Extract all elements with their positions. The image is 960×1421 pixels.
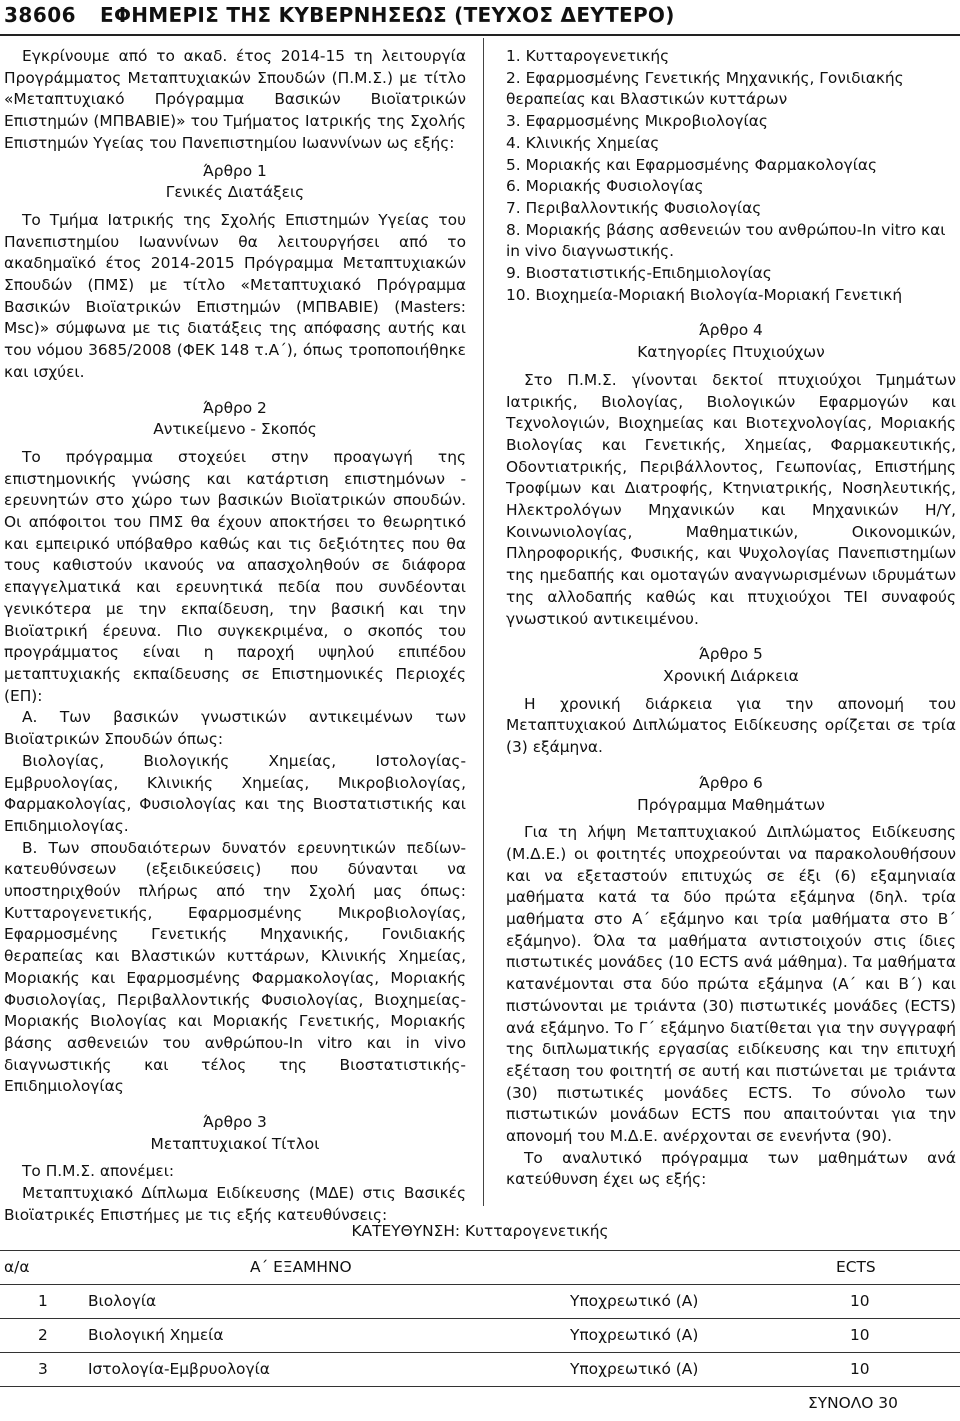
- left-column: [4, 46, 466, 1227]
- article-6-text: Για τη λήψη Μεταπτυχιακού Διπλώματος Ειδίκευσης (Μ.Δ.Ε.) οι φοιτητές υποχρεούνται να παρακολουθήσουν και να εξεταστούν επιτυχώς σε έξι (6) εξαμηνιαία μαθήματα κατά τα δύο πρώτα εξάμηνα (δηλ. τρία μαθήματα στο Α΄ εξάμηνο και τρία μαθήματα στο Β΄ εξάμηνο). Όλα τα μαθήματα αντιστοιχούν στις ίδιες πιστωτικές μονάδες (10 ECTS ανά μάθημα). Τα μαθήματα κατανέμονται στα δύο πρώτα εξάμηνα (Α΄ και Β΄) και πιστώνονται με τριάντα (30) πιστωτικές μονάδες (ECTS) ανά εξάμηνο. Το Γ΄ εξάμηνο διατίθεται για την συγγραφή της διπλωματικής εργασίας ειδίκευσης και την επιτυχή εξέταση του φοιτητή σε αυτή και πιστώνεται με τριάντα (30) πιστωτικές μονάδες ECTS. Το σύνολο των πιστωτικών μονάδων ECTS που απαιτούνται για την απονομή του Μ.Δ.Ε. ανέρχονται σε ενενήντα (90).: [506, 823, 956, 1146]
- article-3-subtitle: Μεταπτυχιακοί Τίτλοι: [150, 1134, 320, 1153]
- list-item: 6. Μοριακής Φυσιολογίας: [506, 177, 704, 196]
- list-item: 3. Εφαρμοσμένης Μικροβιολογίας: [506, 112, 768, 131]
- table-row-course: Βιολογία: [88, 1292, 157, 1310]
- column-divider: [483, 38, 484, 1206]
- article-3-title: Άρθρο 3: [203, 1113, 267, 1132]
- article-5-title: Άρθρο 5: [699, 645, 763, 664]
- list-item: 5. Μοριακής και Εφαρμοσμένης Φαρμακολογίας: [506, 155, 878, 174]
- article-4-title: Άρθρο 4: [699, 321, 763, 340]
- article-3-line-1: Το Π.Μ.Σ. απονέμει:: [22, 1162, 175, 1181]
- table-row-ects: 10: [850, 1292, 870, 1310]
- header-rule: [0, 34, 960, 36]
- table-row-ects: 10: [850, 1326, 870, 1344]
- article-2-section-a: Α. Των βασικών γνωστικών αντικειμένων των Βιοϊατρικών Σπουδών όπως:: [4, 708, 466, 749]
- list-item: 4. Κλινικής Χημείας: [506, 133, 660, 152]
- list-item: 8. Μοριακής βάσης ασθενειών του ανθρώπου-In vitro και in vivo διαγνωστικής.: [506, 220, 946, 261]
- article-2-subtitle: Αντικείμενο - Σκοπός: [153, 420, 317, 439]
- list-item: 10. Βιοχημεία-Μοριακή Βιολογία-Μοριακή Γενετική: [506, 285, 903, 304]
- gazette-title: ΕΦΗΜΕΡΙΣ ΤΗΣ ΚΥΒΕΡΝΗΣΕΩΣ (ΤΕΥΧΟΣ ΔΕΥΤΕΡΟ): [100, 3, 675, 27]
- table-row-course: Βιολογική Χημεία: [88, 1326, 224, 1344]
- list-item: 7. Περιβαλλοντικής Φυσιολογίας: [506, 198, 762, 217]
- column-header-aa: α/α: [4, 1258, 30, 1276]
- column-header-semester: Α΄ ΕΞΑΜΗΝΟ: [250, 1258, 352, 1276]
- article-5-text: Η χρονική διάρκεια για την απονομή του Μεταπτυχιακού Διπλώματος Ειδίκευσης ορίζεται σε τρία (3) εξάμηνα.: [506, 694, 956, 757]
- table-rule: [0, 1352, 960, 1353]
- article-1-subtitle: Γενικές Διατάξεις: [165, 183, 305, 202]
- table-row-number: 2: [38, 1326, 48, 1344]
- table-row-type: Υποχρεωτικό (Α): [570, 1326, 699, 1344]
- article-4-text: Στο Π.Μ.Σ. γίνονται δεκτοί πτυχιούχοι Τμημάτων Ιατρικής, Βιολογίας, Βιολογικών Εφαρμογών και Τεχνολογιών, Βιοχημείας και Βιοτεχνολογίας, Μοριακής Βιολογίας και Γενετικής, Χημείας, Φαρμακευτικής, Οδοντιατρικής, Περιβάλλοντος, Γεωπονίας, Επιστήμης Τροφίμων και Διατροφής, Κτηνιατρικής, Νοσηλευτικής, Ηλεκτρολόγων Μηχανικών και Μηχανικών Η/Υ, Κοινωνιολογίας, Μαθηματικών, Οικονομικών, Πληροφορικής, Φυσικής, και Ψυχολογίας Πανεπιστημίων της ημεδαπής και ομοταγών αναγνωρισμένων ιδρυμάτων της αλλοδαπής καθώς και πτυχιούχοι ΤΕΙ συναφούς γνωστικού αντικειμένου.: [506, 370, 956, 628]
- directions-list: [506, 46, 956, 306]
- article-2-section-b: Β. Των σπουδαιότερων δυνατόν ερευνητικών πεδίων-κατευθύνσεων (εξειδικεύσεις) που δύνανται να υποστηριχθούν πλήρως από την Σχολή μας όπως: Κυτταρογενετικής, Εφαρμοσμένης Μικροβιολογίας, Εφαρμοσμένης Γενετικής Μηχανικής, Γονιδιακής θεραπείας και Βλαστικών κυττάρων, Κλινικής Χημείας, Μοριακής και Εφαρμοσμένης Φαρμακολογίας, Μοριακής Φυσιολογίας, Περιβαλλοντικής Φυσιολογίας, Βιοχημείας-Μοριακής Βιολογίας και Μοριακής Γενετικής, Μοριακής βάσης ασθενειών του ανθρώπου-In vitro και in vivo διαγνωστικής και τέλος της Βιοστατιστικής-Επιδημιολογίας: [4, 838, 466, 1096]
- page-number: 38606: [4, 3, 77, 27]
- table-rule: [0, 1318, 960, 1319]
- page-header: [0, 0, 960, 30]
- table-row-type: Υποχρεωτικό (Α): [570, 1360, 699, 1378]
- right-column: [506, 46, 956, 1191]
- table-row-number: 3: [38, 1360, 48, 1378]
- table-total: ΣΥΝΟΛΟ 30: [808, 1394, 898, 1412]
- article-6-subtitle: Πρόγραμμα Μαθημάτων: [637, 795, 825, 814]
- article-1-title: Άρθρο 1: [203, 161, 267, 180]
- article-5-subtitle: Χρονική Διάρκεια: [663, 666, 799, 685]
- article-2-text: Το πρόγραμμα στοχεύει στην προαγωγή της επιστημονικής γνώσης και κατάρτιση επιστημόνων - ερευνητών στο χώρο των βασικών Βιοϊατρικών σπουδών. Οι απόφοιτοι του ΠΜΣ θα έχουν αποκτήσει το θεωρητικό και εμπειρικό υπόβαθρο καθώς και τις δεξιότητες που θα τους καθιστούν ικανούς να απασχοληθούν σε διάφορα επαγγελματικά και ερευνητικά πεδία που συνδέονται γενικότερα με την εκπαίδευση, την βασική και την Βιοϊατρική έρευνα. Πιο συγκεκριμένα, ο σκοπός του προγράμματος είναι η παροχή υψηλού επιπέδου μεταπτυχιακής εκπαίδευσης σε Επιστημονικές Περιοχές (ΕΠ):: [4, 447, 466, 705]
- list-item: 1. Κυτταρογενετικής: [506, 47, 670, 65]
- table-row-number: 1: [38, 1292, 48, 1310]
- table-rule: [0, 1250, 960, 1251]
- table-rule: [0, 1386, 960, 1387]
- table-rule: [0, 1284, 960, 1285]
- article-6-title: Άρθρο 6: [699, 773, 763, 792]
- article-3-line-2: Μεταπτυχιακό Δίπλωμα Ειδίκευσης (ΜΔΕ) στις Βασικές Βιοϊατρικές Επιστήμες με τις εξής κατευθύνσεις:: [4, 1184, 466, 1224]
- article-1-text: Το Τμήμα Ιατρικής της Σχολής Επιστημών Υγείας του Πανεπιστημίου Ιωαννίνων θα λειτουργήσει από το ακαδημαϊκό έτος 2014-2015 Πρόγραμμα Μεταπτυχιακών Σπουδών (ΠΜΣ) με τίτλο «Μεταπτυχιακό Πρόγραμμα Βασικών Βιοϊατρικών Επιστημών (ΜΠΒΑΒΙΕ) (Masters: Msc)» σύμφωνα με τις διατάξεις της απόφασης αυτής και του νόμου 3685/2008 (ΦΕΚ 148 τ.Α΄), όπως τροποποιήθηκε και ισχύει.: [4, 210, 466, 381]
- article-2-title: Άρθρο 2: [203, 398, 267, 417]
- list-item: 2. Εφαρμοσμένης Γενετικής Μηχανικής, Γονιδιακής θεραπείας και Βλαστικών κυττάρων: [506, 68, 904, 109]
- table-row-ects: 10: [850, 1360, 870, 1378]
- list-item: 9. Βιοστατιστικής-Επιδημιολογίας: [506, 264, 772, 283]
- table-direction-heading: ΚΑΤΕΥΘΥΝΣΗ: Κυτταρογενετικής: [351, 1222, 609, 1240]
- article-4-subtitle: Κατηγορίες Πτυχιούχων: [637, 343, 825, 362]
- table-row-type: Υποχρεωτικό (Α): [570, 1292, 699, 1310]
- article-6-text-2: Το αναλυτικό πρόγραμμα των μαθημάτων ανά κατεύθυνση έχει ως εξής:: [506, 1148, 956, 1189]
- intro-paragraph: Εγκρίνουμε από το ακαδ. έτος 2014-15 τη λειτουργία Προγράμματος Μεταπτυχιακών Σπουδών (Π.Μ.Σ.) με τίτλο «Μεταπτυχιακό Πρόγραμμα Βασικών Βιοϊατρικών Επιστημών (ΜΠΒΑΒΙΕ)» του Τμήματος Ιατρικής της Σχολής Επιστημών Υγείας του Πανεπιστημίου Ιωαννίνων ως εξής:: [4, 47, 466, 152]
- article-2-section-a-list: Βιολογίας, Βιολογικής Χημείας, Ιστολογίας-Εμβρυολογίας, Κλινικής Χημείας, Μικροβιολογίας, Φαρμακολογίας, Φυσιολογίας και της Βιοστατιστικής και Επιδημιολογίας.: [4, 751, 466, 835]
- column-header-ects: ECTS: [836, 1258, 876, 1276]
- table-row-course: Ιστολογία-Εμβρυολογία: [88, 1360, 270, 1378]
